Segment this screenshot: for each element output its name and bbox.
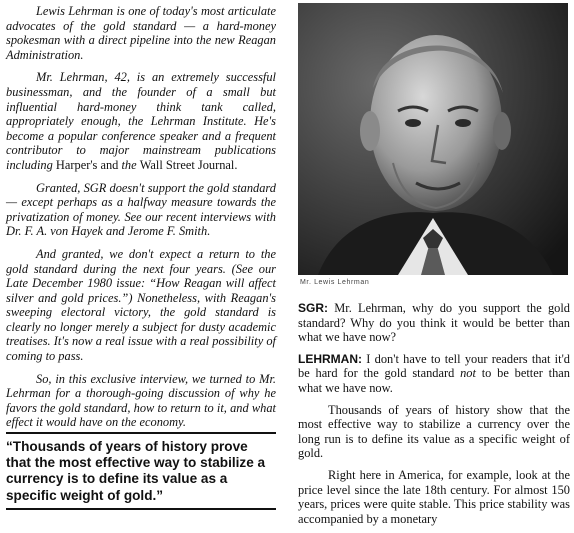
intro-paragraph: Granted, SGR doesn't support the gold standard — except perhaps as a halfway measure towards the privatization of money. See our recent interviews with Dr. F. A. von Hayek and Jerome F. Smith. bbox=[6, 180, 276, 239]
conjunction: and bbox=[97, 157, 122, 172]
intro-paragraph: And granted, we don't expect a return to the gold standard during the next four years. (See our Late December 1980 issue: “How Reagan will affect silver and gold prices.”) Nonetheless, with Reagan's sweeping electoral victory, the gold standard is clearly no longer merely a subject for dusty academic treatises. It's now a real issue with a real possibility of coming to pass. bbox=[6, 246, 276, 364]
answer-text: I don't have to tell your readers that it'd be hard for the gold standard bbox=[298, 351, 570, 381]
publication-wsj: Wall Street Journal bbox=[139, 157, 235, 172]
intro-column bbox=[6, 4, 276, 438]
portrait-photo bbox=[298, 3, 568, 275]
intro-paragraph: So, in this exclusive interview, we turned to Mr. Lehrman for a thorough-going discussion of why he favors the gold standard, how to return to it, and what effect it would have on the economy. bbox=[6, 371, 276, 430]
intro-paragraph bbox=[6, 70, 276, 172]
speaker-sgr: SGR: bbox=[298, 301, 328, 315]
photo-caption: Mr. Lewis Lehrman bbox=[300, 279, 370, 286]
answer-paragraph: Thousands of years of history show that the most effective way to stabilize a currency over the long run is to define its value as a specific weight of gold. bbox=[298, 402, 570, 461]
speaker-lehrman: LEHRMAN: bbox=[298, 351, 362, 366]
answer-text-end: to be better than what we have now. bbox=[298, 366, 570, 395]
interview-column bbox=[298, 301, 570, 533]
intro-paragraph-text: Mr. Lehrman, 42, is an extremely successful businessman, and the founder of a small but influential hard-money think tank called, appropriately enough, the Lehrman Institute. He's become a popular conference speaker and a frequent contributor to major mainstream publications including bbox=[6, 70, 276, 172]
pull-quote-box bbox=[6, 432, 276, 510]
article-the: the bbox=[121, 157, 140, 172]
period: . bbox=[234, 157, 238, 172]
answer-paragraph: Right here in America, for example, look at the price level since the late 18th century. For almost 150 years, prices were quite stable. This price stability was accompanied by a monetary bbox=[298, 467, 570, 526]
intro-paragraph: Lewis Lehrman is one of today's most articulate advocates of the gold standard — a hard-money spokesman with a direct pipeline into the new Reagan Administration. bbox=[6, 4, 276, 62]
answer-paragraph bbox=[298, 352, 570, 396]
answer-emphasis: not bbox=[460, 366, 476, 381]
portrait-illustration bbox=[298, 3, 568, 275]
publication-harpers: Harper's bbox=[55, 157, 98, 172]
question-text: Mr. Lehrman, why do you support the gold standard? Why do you think it would be better than what we have now? bbox=[298, 301, 570, 345]
question-paragraph bbox=[298, 301, 570, 345]
pull-quote: “Thousands of years of history prove that the most effective way to stabilize a currency is to define its value as a specific weight of gold.” bbox=[6, 439, 266, 503]
